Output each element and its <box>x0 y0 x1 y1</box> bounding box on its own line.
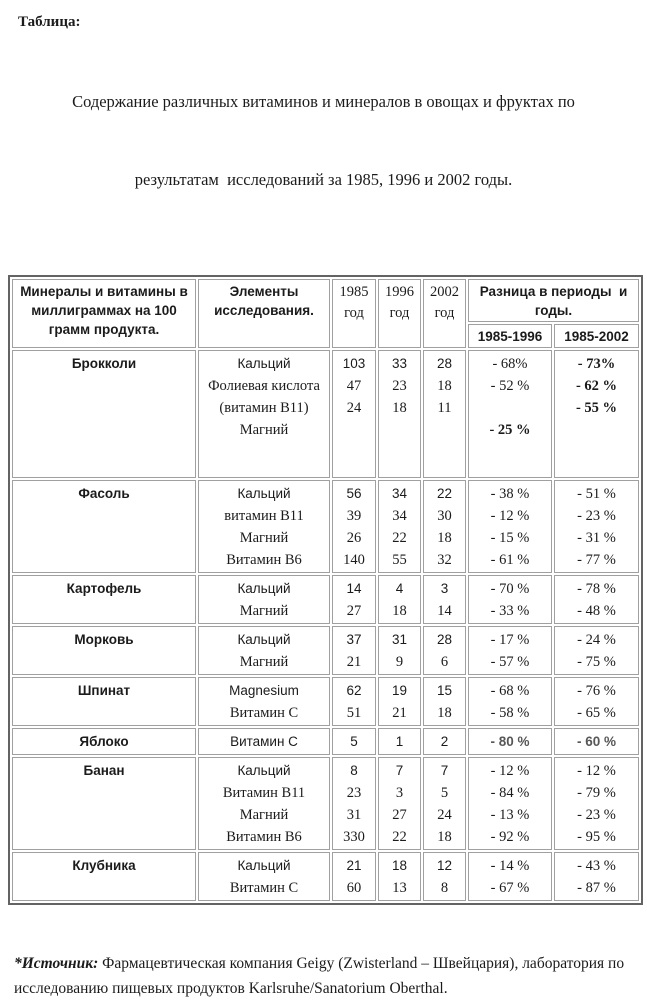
diff-1985-1996-cell <box>468 677 552 726</box>
product-name: Шпинат <box>12 677 196 726</box>
cell-line: - 87 % <box>577 880 616 896</box>
cell-line: Магний <box>239 654 289 670</box>
cell-line: Магний <box>239 807 289 823</box>
value-1985-cell <box>332 575 376 624</box>
table-row <box>12 626 639 675</box>
cell-line: 22 <box>392 530 407 546</box>
value-1996-cell <box>378 757 421 850</box>
cell-line: - 43 % <box>577 858 616 874</box>
source-note-label: *Источник: <box>14 955 99 972</box>
table-caption <box>24 37 623 245</box>
cell-line: 30 <box>437 508 452 524</box>
cell-line: - 23 % <box>577 807 616 823</box>
header-diff-1985-2002: 1985-2002 <box>554 324 639 348</box>
header-elements: Элементы исследования. <box>198 279 330 348</box>
value-1996-cell <box>378 575 421 624</box>
table-row <box>12 757 639 850</box>
cell-line: 18 <box>392 603 407 619</box>
diff-1985-1996-cell <box>468 626 552 675</box>
cell-line: Кальций <box>237 632 291 647</box>
cell-line: Магний <box>239 603 289 619</box>
cell-line: - 60 % <box>576 734 617 749</box>
header-year-1996 <box>378 279 421 348</box>
cell-line: 39 <box>346 508 362 524</box>
cell-line: 23 <box>392 378 407 394</box>
diff-1985-1996-cell <box>468 350 552 478</box>
elements-cell <box>198 757 330 850</box>
cell-line: 11 <box>437 400 452 416</box>
cell-line: - 51 % <box>577 486 616 502</box>
cell-line: 22 <box>436 486 453 501</box>
cell-line: Магний <box>239 422 289 438</box>
cell-line: Витамин С <box>229 880 299 896</box>
value-1985-cell <box>332 757 376 850</box>
cell-line: Витамин B11 <box>222 785 306 801</box>
value-1985-cell <box>332 677 376 726</box>
cell-line: 21 <box>392 705 407 721</box>
diff-1985-2002-cell <box>554 677 639 726</box>
product-name: Брокколи <box>12 350 196 478</box>
value-1985-cell <box>332 852 376 901</box>
product-name: Клубника <box>12 852 196 901</box>
cell-line: 33 <box>391 356 408 371</box>
cell-line: 103 <box>342 356 366 371</box>
cell-line: 31 <box>346 807 362 823</box>
cell-line: 1 <box>395 734 404 749</box>
cell-line: 32 <box>437 552 452 568</box>
cell-line: 5 <box>350 734 358 749</box>
cell-line: 8 <box>350 763 358 778</box>
cell-line: 51 <box>346 705 362 721</box>
cell-line: Кальций <box>237 763 291 778</box>
value-1985-cell <box>332 350 376 478</box>
cell-line: 3 <box>440 581 449 596</box>
elements-cell <box>198 852 330 901</box>
table-row <box>12 575 639 624</box>
value-2002-cell <box>423 350 466 478</box>
diff-1985-1996-cell <box>468 575 552 624</box>
cell-line: 18 <box>437 378 452 394</box>
cell-line: 55 <box>392 552 407 568</box>
diff-1985-1996-cell <box>468 480 552 573</box>
cell-line: - 12 % <box>490 763 530 779</box>
diff-1985-2002-cell <box>554 350 639 478</box>
cell-line: - 95 % <box>577 829 616 845</box>
diff-1985-2002-cell <box>554 852 639 901</box>
cell-line: 15 <box>436 683 453 698</box>
table-caption-line2: результатам исследований за 1985, 1996 и 2002 годы. <box>134 170 513 189</box>
diff-1985-1996-cell <box>468 728 552 755</box>
diff-1985-2002-cell <box>554 575 639 624</box>
cell-line: 14 <box>437 603 452 619</box>
cell-line: 9 <box>395 654 404 670</box>
product-name: Картофель <box>12 575 196 624</box>
value-1996-cell <box>378 677 421 726</box>
cell-line: - 67 % <box>490 880 530 896</box>
cell-line: - 48 % <box>577 603 616 619</box>
value-1996-cell <box>378 350 421 478</box>
cell-line: Витамин B6 <box>226 829 302 845</box>
cell-line: 13 <box>392 880 407 896</box>
cell-line: 24 <box>437 807 452 823</box>
cell-line: - 61 % <box>490 552 530 568</box>
cell-line: - 13 % <box>490 807 530 823</box>
cell-line: 8 <box>440 880 449 896</box>
table-label: Таблица: <box>18 14 81 30</box>
cell-line: 21 <box>346 654 362 670</box>
cell-line: 7 <box>395 763 404 778</box>
cell-line: - 65 % <box>577 705 616 721</box>
elements-cell <box>198 677 330 726</box>
cell-line: 23 <box>346 785 362 801</box>
cell-line: 28 <box>436 632 453 647</box>
cell-line: 26 <box>346 530 362 546</box>
cell-line: 18 <box>437 829 452 845</box>
cell-line: 12 <box>436 858 453 873</box>
cell-line: 22 <box>392 829 407 845</box>
cell-line: 14 <box>346 581 362 596</box>
cell-line: Витамин С <box>229 705 299 721</box>
cell-line: - 70 % <box>490 581 530 597</box>
cell-line: - 15 % <box>490 530 530 546</box>
cell-line: - 84 % <box>490 785 530 801</box>
source-note-text: Фармацевтическая компания Geigy (Zwisterland – Швейцария), лаборатория по исследованию пищевых продуктов Karlsruhe/Sanatorium Oberthal. <box>14 955 625 997</box>
cell-line: - 23 % <box>577 508 616 524</box>
cell-line: - 31 % <box>577 530 616 546</box>
cell-line: - 58 % <box>490 705 530 721</box>
elements-cell <box>198 728 330 755</box>
cell-line: - 55 % <box>575 400 618 416</box>
cell-line: Кальций <box>237 581 291 596</box>
cell-line: Витамин С <box>230 734 298 749</box>
cell-line: - 68% <box>492 356 528 372</box>
table-row <box>12 480 639 573</box>
cell-line: 28 <box>436 356 453 371</box>
value-1996-cell <box>378 852 421 901</box>
year-value: 1985 <box>339 284 369 300</box>
value-1996-cell <box>378 480 421 573</box>
diff-1985-2002-cell <box>554 728 639 755</box>
year-unit: год <box>344 305 364 321</box>
cell-line: 24 <box>346 400 362 416</box>
value-1985-cell <box>332 480 376 573</box>
cell-line: - 14 % <box>490 858 530 874</box>
cell-line: - 52 % <box>490 378 530 394</box>
value-2002-cell <box>423 480 466 573</box>
year-value: 2002 <box>430 284 459 300</box>
value-1996-cell <box>378 728 421 755</box>
header-diff-1985-1996: 1985-1996 <box>468 324 552 348</box>
cell-line: 27 <box>346 603 362 619</box>
cell-line: - 62 % <box>575 378 618 394</box>
cell-line: - 33 % <box>490 603 530 619</box>
cell-line: - 17 % <box>490 632 530 648</box>
cell-line: - 79 % <box>577 785 616 801</box>
cell-line: - 38 % <box>490 486 530 502</box>
cell-line: Magnesium <box>229 683 299 698</box>
cell-line: 60 <box>346 880 362 896</box>
header-year-1985 <box>332 279 376 348</box>
cell-line: 140 <box>343 552 365 568</box>
diff-1985-2002-cell <box>554 480 639 573</box>
table-row <box>12 728 639 755</box>
product-name: Банан <box>12 757 196 850</box>
value-2002-cell <box>423 575 466 624</box>
cell-line: - 77 % <box>577 552 616 568</box>
cell-line: - 57 % <box>490 654 530 670</box>
cell-line: - 80 % <box>490 734 530 749</box>
value-2002-cell <box>423 757 466 850</box>
vitamins-minerals-table <box>8 275 643 905</box>
year-unit: год <box>389 305 410 321</box>
table-row <box>12 677 639 726</box>
product-name: Морковь <box>12 626 196 675</box>
cell-line: (витамин B11) <box>219 400 309 416</box>
cell-line: витамин B11 <box>224 508 304 524</box>
cell-line: - 73% <box>577 356 616 372</box>
value-2002-cell <box>423 852 466 901</box>
header-row-main <box>12 279 639 322</box>
cell-line: 34 <box>392 508 407 524</box>
cell-line: 18 <box>437 705 452 721</box>
header-difference: Разница в периоды и годы. <box>468 279 639 322</box>
cell-line: 2 <box>440 734 449 749</box>
diff-1985-2002-cell <box>554 757 639 850</box>
year-value: 1996 <box>385 284 414 300</box>
elements-cell <box>198 350 330 478</box>
table-row <box>12 350 639 478</box>
cell-line: Кальций <box>237 356 291 371</box>
value-2002-cell <box>423 626 466 675</box>
cell-line: 18 <box>437 530 452 546</box>
cell-line: 18 <box>391 858 408 873</box>
diff-1985-1996-cell <box>468 757 552 850</box>
cell-line: Фолиевая кислота <box>208 378 320 394</box>
diff-1985-1996-cell <box>468 852 552 901</box>
cell-line: - 12 % <box>577 763 616 779</box>
table-row <box>12 852 639 901</box>
cell-line: 6 <box>440 654 449 670</box>
value-1996-cell <box>378 626 421 675</box>
cell-line: 3 <box>395 785 404 801</box>
value-1985-cell <box>332 728 376 755</box>
cell-line: 34 <box>391 486 408 501</box>
product-name: Фасоль <box>12 480 196 573</box>
product-name: Яблоко <box>12 728 196 755</box>
cell-line: - 76 % <box>577 683 616 699</box>
elements-cell <box>198 480 330 573</box>
cell-line: 4 <box>395 581 404 596</box>
cell-line: - 24 % <box>577 632 616 648</box>
header-minerals: Минералы и витамины в миллиграммах на 100 грамм продукта. <box>12 279 196 348</box>
cell-line: 19 <box>391 683 408 698</box>
cell-line: - 75 % <box>577 654 616 670</box>
source-note <box>14 951 631 1001</box>
diff-1985-2002-cell <box>554 626 639 675</box>
header-year-2002 <box>423 279 466 348</box>
cell-line: - 92 % <box>490 829 530 845</box>
cell-line: - 12 % <box>490 508 530 524</box>
year-unit: год <box>434 305 455 321</box>
cell-line: - 78 % <box>577 581 616 597</box>
cell-line: 5 <box>440 785 449 801</box>
cell-line: 7 <box>440 763 449 778</box>
elements-cell <box>198 626 330 675</box>
table-caption-line1: Содержание различных витаминов и минералов в овощах и фруктах по <box>72 92 575 111</box>
cell-line: - 25 % <box>489 422 531 438</box>
cell-line: - 68 % <box>490 683 530 699</box>
cell-line: 21 <box>346 858 362 873</box>
cell-line: 27 <box>392 807 407 823</box>
cell-line: Магний <box>239 530 289 546</box>
cell-line: 56 <box>346 486 362 501</box>
cell-line: 62 <box>346 683 362 698</box>
cell-line: Витамин B6 <box>226 552 302 568</box>
cell-line: 18 <box>392 400 407 416</box>
value-2002-cell <box>423 677 466 726</box>
cell-line: 31 <box>391 632 408 647</box>
cell-line: 47 <box>346 378 362 394</box>
cell-line: 37 <box>346 632 362 647</box>
value-2002-cell <box>423 728 466 755</box>
cell-line: Кальций <box>237 486 291 501</box>
document-page <box>0 14 647 1001</box>
elements-cell <box>198 575 330 624</box>
cell-line: Кальций <box>237 858 291 873</box>
cell-line <box>470 397 550 419</box>
value-1985-cell <box>332 626 376 675</box>
cell-line: 330 <box>343 829 365 845</box>
